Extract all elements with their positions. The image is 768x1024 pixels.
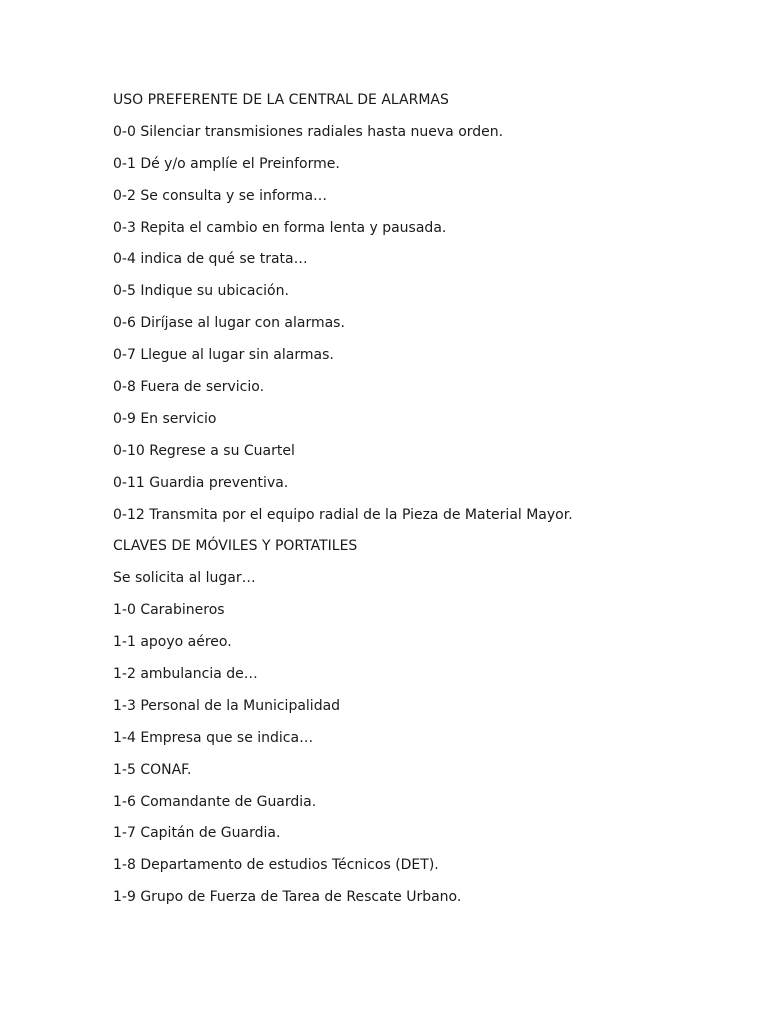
- code-line-1-4: 1-4 Empresa que se indica…: [113, 729, 314, 746]
- code-line-0-0: 0-0 Silenciar transmisiones radiales hasta nueva orden.: [113, 123, 504, 140]
- code-line-0-9: 0-9 En servicio: [113, 410, 217, 427]
- section-intro: Se solicita al lugar…: [113, 570, 256, 587]
- code-line-1-9: 1-9 Grupo de Fuerza de Tarea de Rescate Urbano.: [113, 889, 462, 906]
- code-line-0-3: 0-3 Repita el cambio en forma lenta y pausada.: [113, 219, 447, 236]
- section-heading-alarm-center: USO PREFERENTE DE LA CENTRAL DE ALARMAS: [113, 92, 449, 108]
- code-line-1-3: 1-3 Personal de la Municipalidad: [113, 697, 341, 714]
- code-line-0-1: 0-1 Dé y/o amplíe el Preinforme.: [113, 155, 340, 172]
- code-line-0-5: 0-5 Indique su ubicación.: [113, 283, 289, 300]
- code-line-1-0: 1-0 Carabineros: [113, 602, 225, 619]
- code-line-1-7: 1-7 Capitán de Guardia.: [113, 825, 281, 842]
- code-line-0-6: 0-6 Diríjase al lugar con alarmas.: [113, 315, 345, 332]
- document-page: [113, 90, 733, 919]
- code-line-1-6: 1-6 Comandante de Guardia.: [113, 793, 317, 810]
- code-line-1-2: 1-2 ambulancia de…: [113, 666, 258, 683]
- code-line-0-11: 0-11 Guardia preventiva.: [113, 474, 289, 491]
- code-line-0-10: 0-10 Regrese a su Cuartel: [113, 442, 295, 459]
- code-line-1-5: 1-5 CONAF.: [113, 761, 192, 778]
- code-line-0-8: 0-8 Fuera de servicio.: [113, 379, 265, 396]
- code-line-0-12: 0-12 Transmita por el equipo radial de la Pieza de Material Mayor.: [113, 506, 573, 523]
- code-line-1-1: 1-1 apoyo aéreo.: [113, 634, 232, 651]
- code-line-0-2: 0-2 Se consulta y se informa…: [113, 187, 328, 204]
- code-line-0-4: 0-4 indica de qué se trata…: [113, 251, 308, 268]
- code-line-0-7: 0-7 Llegue al lugar sin alarmas.: [113, 347, 334, 364]
- section-heading-mobile-codes: CLAVES DE MÓVILES Y PORTATILES: [113, 538, 358, 555]
- code-line-1-8: 1-8 Departamento de estudios Técnicos (DET).: [113, 857, 439, 874]
